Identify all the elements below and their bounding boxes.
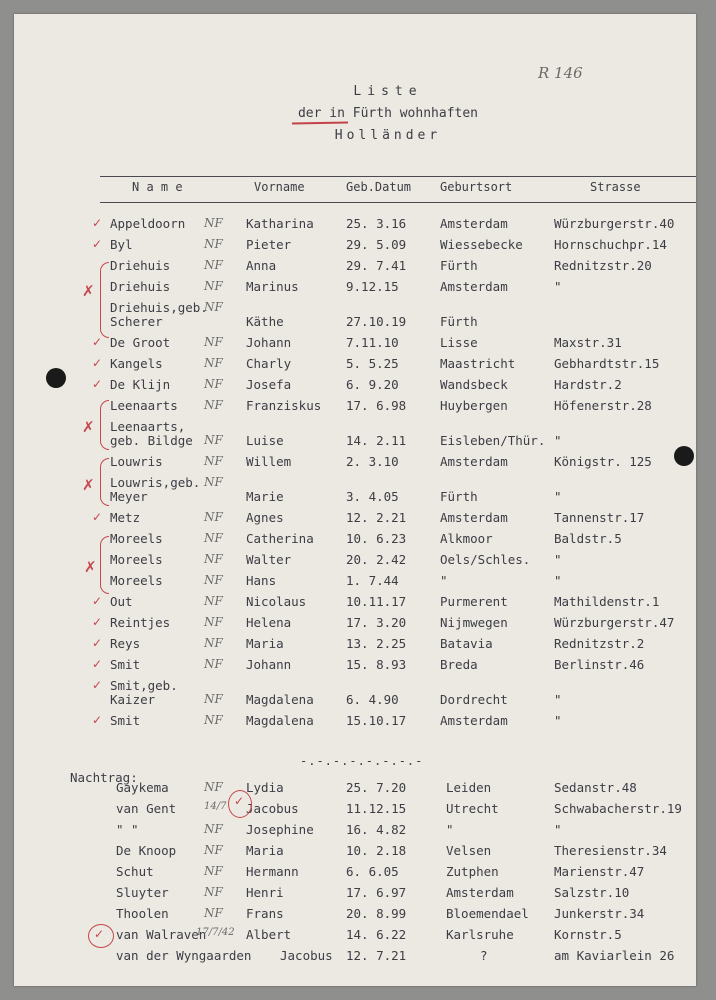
cell-name: Smit xyxy=(110,657,141,672)
cell-geb-datum: 15. 8.93 xyxy=(346,657,407,672)
cell-strasse: Junkerstr.34 xyxy=(554,906,645,921)
cell-strasse: Salzstr.10 xyxy=(554,885,630,900)
header-geburtsort: Geburtsort xyxy=(440,180,513,194)
cell-name: Moreels xyxy=(110,552,163,567)
cell-vorname: Magdalena xyxy=(246,713,314,728)
header-rule-top xyxy=(100,176,696,177)
cell-name: Gaykema xyxy=(116,780,169,795)
cell-name: Smit,geb. xyxy=(110,678,178,693)
cell-geb-datum: 9.12.15 xyxy=(346,279,399,294)
cell-strasse: Theresienstr.34 xyxy=(554,843,667,858)
pencil-note: R 146 xyxy=(538,64,583,82)
nf-annotation: NF xyxy=(204,377,223,391)
cell-geburtsort: Purmerent xyxy=(440,594,508,609)
cell-name: Sluyter xyxy=(116,885,169,900)
cross-mark-icon: ✗ xyxy=(82,282,95,300)
cell-strasse: Maxstr.31 xyxy=(554,335,622,350)
nf-annotation: NF xyxy=(204,454,223,468)
header-geb-datum: Geb.Datum xyxy=(346,180,412,194)
cell-name: Out xyxy=(110,594,133,609)
cell-geb-datum: 29. 7.41 xyxy=(346,258,407,273)
header-strasse: Strasse xyxy=(590,180,641,194)
separator-line: -.-.-.-.-.-.-.- xyxy=(300,754,424,768)
cell-vorname: Marinus xyxy=(246,279,299,294)
cell-name: " " xyxy=(116,822,139,837)
cell-vorname: Albert xyxy=(246,927,292,942)
cell-vorname: Agnes xyxy=(246,510,284,525)
header-rule-bottom xyxy=(100,202,696,203)
cell-geb-datum: 10. 2.18 xyxy=(346,843,407,858)
cell-vorname: Helena xyxy=(246,615,292,630)
cross-mark-icon: ✗ xyxy=(82,418,95,436)
nf-annotation: NF xyxy=(204,822,223,836)
cell-vorname: Käthe xyxy=(246,314,284,329)
cell-geburtsort: Fürth xyxy=(440,489,478,504)
cell-name: Driehuis,geb. xyxy=(110,300,208,315)
cell-geb-datum: 14. 6.22 xyxy=(346,927,407,942)
cell-vorname: Johann xyxy=(246,657,292,672)
cell-strasse: Sedanstr.48 xyxy=(554,780,637,795)
check-mark-icon: ✓ xyxy=(92,713,103,727)
cell-geb-datum: 10. 6.23 xyxy=(346,531,407,546)
cell-name: De Klijn xyxy=(110,377,171,392)
nf-annotation: NF xyxy=(204,657,223,671)
nf-annotation: NF xyxy=(204,356,223,370)
cell-strasse: Hornschuchpr.14 xyxy=(554,237,667,252)
cell-vorname: Charly xyxy=(246,356,292,371)
cell-geb-datum: 1. 7.44 xyxy=(346,573,399,588)
check-mark-icon: ✓ xyxy=(234,794,245,808)
cell-strasse: Mathildenstr.1 xyxy=(554,594,660,609)
cell-strasse: " xyxy=(554,433,562,448)
cell-vorname: Hans xyxy=(246,573,277,588)
punch-hole xyxy=(46,368,66,388)
cell-name: Kangels xyxy=(110,356,163,371)
cell-geburtsort: Utrecht xyxy=(446,801,499,816)
nf-annotation: NF xyxy=(204,713,223,727)
cell-geb-datum: 20. 2.42 xyxy=(346,552,407,567)
cell-name: Driehuis xyxy=(110,258,171,273)
check-mark-icon: ✓ xyxy=(92,377,103,391)
cell-geb-datum: 12. 2.21 xyxy=(346,510,407,525)
nf-annotation: NF xyxy=(204,552,223,566)
cell-geb-datum: 12. 7.21 xyxy=(346,948,407,963)
cell-geburtsort: Nijmwegen xyxy=(440,615,508,630)
cell-name: Moreels xyxy=(110,573,163,588)
cell-strasse: Rednitzstr.20 xyxy=(554,258,652,273)
cell-geb-datum: 3. 4.05 xyxy=(346,489,399,504)
cell-geb-datum: 17. 6.97 xyxy=(346,885,407,900)
cell-geburtsort: Amsterdam xyxy=(446,885,514,900)
check-mark-icon: ✓ xyxy=(94,927,105,941)
nf-annotation: NF xyxy=(204,510,223,524)
cell-geburtsort: Maastricht xyxy=(440,356,516,371)
check-mark-icon: ✓ xyxy=(92,636,103,650)
cell-vorname: Jacobus xyxy=(246,801,299,816)
nf-annotation: NF xyxy=(204,573,223,587)
cell-name: Metz xyxy=(110,510,141,525)
cell-name: Byl xyxy=(110,237,133,252)
cell-strasse: " xyxy=(554,713,562,728)
cell-geburtsort: Fürth xyxy=(440,314,478,329)
cell-vorname: Willem xyxy=(246,454,292,469)
cell-geb-datum: 25. 7.20 xyxy=(346,780,407,795)
cell-strasse: Kornstr.5 xyxy=(554,927,622,942)
cell-vorname: Magdalena xyxy=(246,692,314,707)
nf-annotation: NF xyxy=(204,615,223,629)
cell-vorname: Lydia xyxy=(246,780,284,795)
nf-annotation: NF xyxy=(204,237,223,251)
cell-vorname: Maria xyxy=(246,636,284,651)
cell-geb-datum: 15.10.17 xyxy=(346,713,407,728)
cell-geburtsort: Karlsruhe xyxy=(446,927,514,942)
nf-annotation: NF xyxy=(204,335,223,349)
cell-geburtsort: Bloemendael xyxy=(446,906,529,921)
cell-strasse: Höfenerstr.28 xyxy=(554,398,652,413)
cell-vorname: Josephine xyxy=(246,822,314,837)
cell-geb-datum: 11.12.15 xyxy=(346,801,407,816)
cell-geburtsort: Wiessebecke xyxy=(440,237,523,252)
check-mark-icon: ✓ xyxy=(92,335,103,349)
cell-geb-datum: 6. 6.05 xyxy=(346,864,399,879)
cell-vorname: Maria xyxy=(246,843,284,858)
cell-name: Reys xyxy=(110,636,141,651)
cell-geburtsort: " xyxy=(440,573,448,588)
cell-vorname: Jacobus xyxy=(280,948,333,963)
header-vorname: Vorname xyxy=(254,180,305,194)
cell-strasse: am Kaviarlein 26 xyxy=(554,948,675,963)
check-mark-icon: ✓ xyxy=(92,237,103,251)
cell-name: Moreels xyxy=(110,531,163,546)
nf-annotation: NF xyxy=(204,531,223,545)
group-brace xyxy=(100,400,109,450)
nf-annotation: NF xyxy=(204,692,223,706)
cell-vorname: Franziskus xyxy=(246,398,322,413)
cell-strasse: Marienstr.47 xyxy=(554,864,645,879)
cell-name: Leenaarts xyxy=(110,398,178,413)
cell-geb-datum: 6. 9.20 xyxy=(346,377,399,392)
cell-geb-datum: 17. 6.98 xyxy=(346,398,407,413)
cell-geb-datum: 6. 4.90 xyxy=(346,692,399,707)
nf-annotation: NF xyxy=(204,780,223,794)
cell-strasse: " xyxy=(554,552,562,567)
cross-mark-icon: ✗ xyxy=(82,476,95,494)
nf-annotation: NF xyxy=(204,843,223,857)
cell-name: van Gent xyxy=(116,801,177,816)
cell-name: Louwris xyxy=(110,454,163,469)
cell-name: De Groot xyxy=(110,335,171,350)
cell-geburtsort: Alkmoor xyxy=(440,531,493,546)
cell-geburtsort: Amsterdam xyxy=(440,713,508,728)
cell-vorname: Pieter xyxy=(246,237,292,252)
cell-geb-datum: 5. 5.25 xyxy=(346,356,399,371)
cell-vorname: Anna xyxy=(246,258,277,273)
cell-vorname: Walter xyxy=(246,552,292,567)
check-mark-icon: ✓ xyxy=(92,216,103,230)
cell-geburtsort: Amsterdam xyxy=(440,279,508,294)
cell-geburtsort: Lisse xyxy=(440,335,478,350)
cell-name: van der Wyngaarden xyxy=(116,948,252,963)
cell-name: Leenaarts, xyxy=(110,419,186,434)
cell-geb-datum: 17. 3.20 xyxy=(346,615,407,630)
cell-vorname: Luise xyxy=(246,433,284,448)
cell-name: van Walraven xyxy=(116,927,207,942)
cell-geburtsort: " xyxy=(446,822,454,837)
nachtrag-label: Nachtrag: xyxy=(70,770,138,785)
cell-name: Meyer xyxy=(110,489,148,504)
cell-name: Thoolen xyxy=(116,906,169,921)
cell-name: Reintjes xyxy=(110,615,171,630)
cell-geb-datum: 16. 4.82 xyxy=(346,822,407,837)
cell-vorname: Josefa xyxy=(246,377,292,392)
cell-geb-datum: 20. 8.99 xyxy=(346,906,407,921)
cell-name: Driehuis xyxy=(110,279,171,294)
cell-geb-datum: 10.11.17 xyxy=(346,594,407,609)
cell-strasse: Königstr. 125 xyxy=(554,454,652,469)
header-name: N a m e xyxy=(132,180,183,194)
cell-geburtsort: Dordrecht xyxy=(440,692,508,707)
cell-name: Schut xyxy=(116,864,154,879)
cell-name: De Knoop xyxy=(116,843,177,858)
cell-vorname: Nicolaus xyxy=(246,594,307,609)
cell-geburtsort: ? xyxy=(480,948,488,963)
cell-geb-datum: 13. 2.25 xyxy=(346,636,407,651)
nf-annotation: NF xyxy=(204,885,223,899)
cell-geburtsort: Oels/Schles. xyxy=(440,552,531,567)
cell-geburtsort: Batavia xyxy=(440,636,493,651)
nf-annotation: NF xyxy=(204,258,223,272)
group-brace xyxy=(100,262,109,338)
cell-vorname: Hermann xyxy=(246,864,299,879)
cell-geburtsort: Leiden xyxy=(446,780,492,795)
nf-annotation: NF xyxy=(204,398,223,412)
cell-vorname: Johann xyxy=(246,335,292,350)
nf-annotation: 14/7 xyxy=(204,801,227,812)
punch-hole xyxy=(674,446,694,466)
cell-strasse: " xyxy=(554,489,562,504)
group-brace xyxy=(100,458,109,506)
cell-strasse: Berlinstr.46 xyxy=(554,657,645,672)
cell-name: Louwris,geb. xyxy=(110,475,201,490)
cell-geb-datum: 29. 5.09 xyxy=(346,237,407,252)
title-line-2: der in Fürth wohnhaften xyxy=(297,106,478,121)
cell-strasse: " xyxy=(554,692,562,707)
nf-annotation: NF xyxy=(204,636,223,650)
check-mark-icon: ✓ xyxy=(92,594,103,608)
cell-geburtsort: Amsterdam xyxy=(440,216,508,231)
cell-geburtsort: Amsterdam xyxy=(440,454,508,469)
cell-geburtsort: Fürth xyxy=(440,258,478,273)
nf-annotation: NF xyxy=(204,906,223,920)
cell-strasse: " xyxy=(554,279,562,294)
nf-annotation: NF xyxy=(204,864,223,878)
check-mark-icon: ✓ xyxy=(92,510,103,524)
nf-annotation: NF xyxy=(204,300,223,314)
cell-name: Appeldoorn xyxy=(110,216,186,231)
cell-geb-datum: 2. 3.10 xyxy=(346,454,399,469)
cell-strasse: Tannenstr.17 xyxy=(554,510,645,525)
cell-geb-datum: 14. 2.11 xyxy=(346,433,407,448)
check-mark-icon: ✓ xyxy=(92,678,103,692)
cell-strasse: Hardstr.2 xyxy=(554,377,622,392)
cell-strasse: Schwabacherstr.19 xyxy=(554,801,682,816)
cell-vorname: Marie xyxy=(246,489,284,504)
cell-strasse: Rednitzstr.2 xyxy=(554,636,645,651)
nf-annotation: 17/7/42 xyxy=(196,927,235,938)
cell-name: geb. Bildge xyxy=(110,433,193,448)
check-mark-icon: ✓ xyxy=(92,657,103,671)
group-brace xyxy=(100,536,109,594)
cell-name: Smit xyxy=(110,713,141,728)
check-mark-icon: ✓ xyxy=(92,356,103,370)
cell-strasse: Gebhardtstr.15 xyxy=(554,356,660,371)
cell-strasse: Baldstr.5 xyxy=(554,531,622,546)
cell-strasse: " xyxy=(554,822,562,837)
cell-geburtsort: Eisleben/Thür. xyxy=(440,433,546,448)
nf-annotation: NF xyxy=(204,594,223,608)
cell-geb-datum: 27.10.19 xyxy=(346,314,407,329)
cell-strasse: Würzburgerstr.40 xyxy=(554,216,675,231)
cell-geburtsort: Amsterdam xyxy=(440,510,508,525)
nf-annotation: NF xyxy=(204,279,223,293)
nf-annotation: NF xyxy=(204,216,223,230)
check-mark-icon: ✓ xyxy=(92,615,103,629)
cell-vorname: Catherina xyxy=(246,531,314,546)
cell-geburtsort: Wandsbeck xyxy=(440,377,508,392)
cell-geb-datum: 7.11.10 xyxy=(346,335,399,350)
cell-geburtsort: Breda xyxy=(440,657,478,672)
nf-annotation: NF xyxy=(204,433,223,447)
cell-vorname: Henri xyxy=(246,885,284,900)
cell-geb-datum: 25. 3.16 xyxy=(346,216,407,231)
cell-vorname: Frans xyxy=(246,906,284,921)
cell-geburtsort: Huybergen xyxy=(440,398,508,413)
nf-annotation: NF xyxy=(204,475,223,489)
cell-name: Scherer xyxy=(110,314,163,329)
cell-strasse: " xyxy=(554,573,562,588)
title-line-1: Liste xyxy=(353,84,423,99)
cell-vorname: Katharina xyxy=(246,216,314,231)
cross-mark-icon: ✗ xyxy=(84,558,97,576)
cell-geburtsort: Velsen xyxy=(446,843,492,858)
cell-geburtsort: Zutphen xyxy=(446,864,499,879)
title-line-3: Holländer xyxy=(334,128,442,143)
cell-name: Kaizer xyxy=(110,692,156,707)
cell-strasse: Würzburgerstr.47 xyxy=(554,615,675,630)
